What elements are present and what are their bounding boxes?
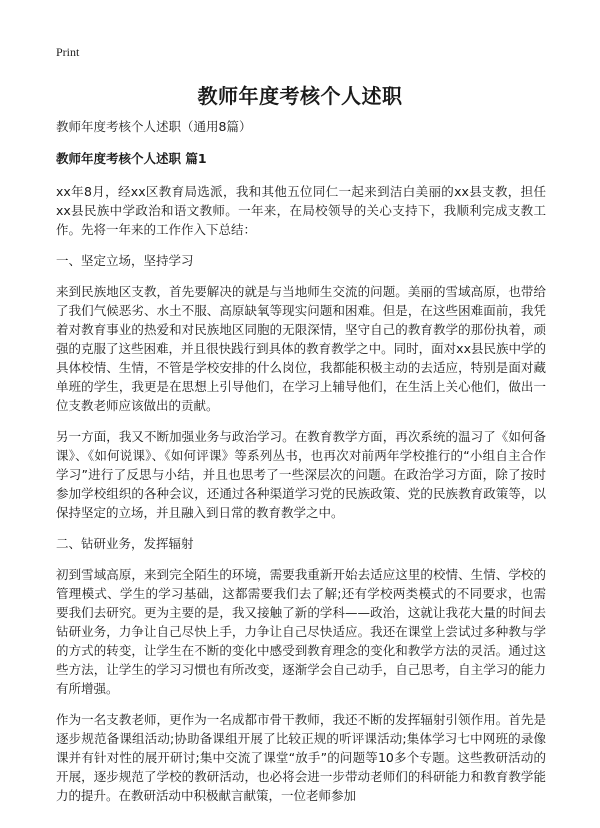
paragraph-leadership: 作为一名支教老师，更作为一名成都市骨干教师，我还不断的发挥辐射引领作用。首先是逐步规范备课组活动;协助备课组开展了比较正规的听评课活动;集体学习七中网班的录像课并有针对性的展开研讨;集中交流了课堂“放手”的问题等10多个专题。这些教研活动的开展，逐步规范了学校的教研活动，也必将会进一步带动老师们的科研能力和教育教学能力的提升。在教研活动中积极献言献策，一位老师参加	[56, 712, 546, 803]
heading-research: 二、钻研业务，发挥辐射	[56, 536, 194, 551]
print-link[interactable]: Print	[56, 45, 80, 59]
document-body	[56, 118, 546, 817]
paragraph-research: 初到雪域高原，来到完全陌生的环境，需要我重新开始去适应这里的校情、生情、学校的管理模式、学生的学习基础，这都需要我们去了解;还有学校两类模式的不同要求，也需要我们去研究。更为主要的是，我又接触了新的学科——政治，这就让我花大量的时间去钻研业务，力争让自己尽快上手，力争让自己尽快适应。我还在课堂上尝试过多种教与学的方式的转变，让学生在不断的变化中感受到教育理念的变化和教学方法的灵活。通过这些方法，让学生的学习习惯也有所改变，逐渐学会自己动手，自己思考，自主学习的能力有所增强。	[56, 567, 546, 696]
heading-stand-firm: 一、坚定立场，坚持学习	[56, 253, 194, 268]
document-title: 教师年度考核个人述职	[197, 84, 403, 108]
section-title: 教师年度考核个人述职 篇1	[56, 151, 207, 166]
paragraph-adaptation: 来到民族地区支教，首先要解决的就是与当地师生交流的问题。美丽的雪域高原，也带给了我们气候恶劣、水土不服、高原缺氧等现实问题和困难。但是，在这些困难面前，我凭着对教育事业的热爱和对民族地区同胞的无限深情，坚守自己的教育教学的那份执着，顽强的克服了这些困难，并且很快践行到具体的教育教学之中。同时，面对xx县民族中学的具体校情、生情，不管是学校安排的什么岗位，我都能积极主动的去适应，特别是面对藏单班的学生，我更是在思想上引导他们，在学习上辅导他们，在生活上关心他们，做出一位支教老师应该做出的贡献。	[56, 284, 546, 413]
paragraph-study: 另一方面，我又不断加强业务与政治学习。在教育教学方面，再次系统的温习了《如何备课》、《如何说课》、《如何评课》等系列丛书，也再次对前两年学校推行的“小组自主合作学习”进行了反思与小结，并且也思考了一些深层次的问题。在政治学习方面，除了按时参加学校组织的各种会议，还通过各种渠道学习党的民族政策、党的民族教育政策等，以保持坚定的立场，并且融入到日常的教育教学之中。	[56, 429, 546, 520]
document-subtitle: 教师年度考核个人述职（通用8篇）	[56, 119, 252, 134]
paragraph-intro: xx年8月，经xx区教育局选派，我和其他五位同仁一起来到洁白美丽的xx县支教，担任xx县民族中学政治和语文教师。一年来，在局校领导的关心支持下，我顺利完成支教工作。先将一年来的工作作入下总结：	[56, 184, 546, 237]
